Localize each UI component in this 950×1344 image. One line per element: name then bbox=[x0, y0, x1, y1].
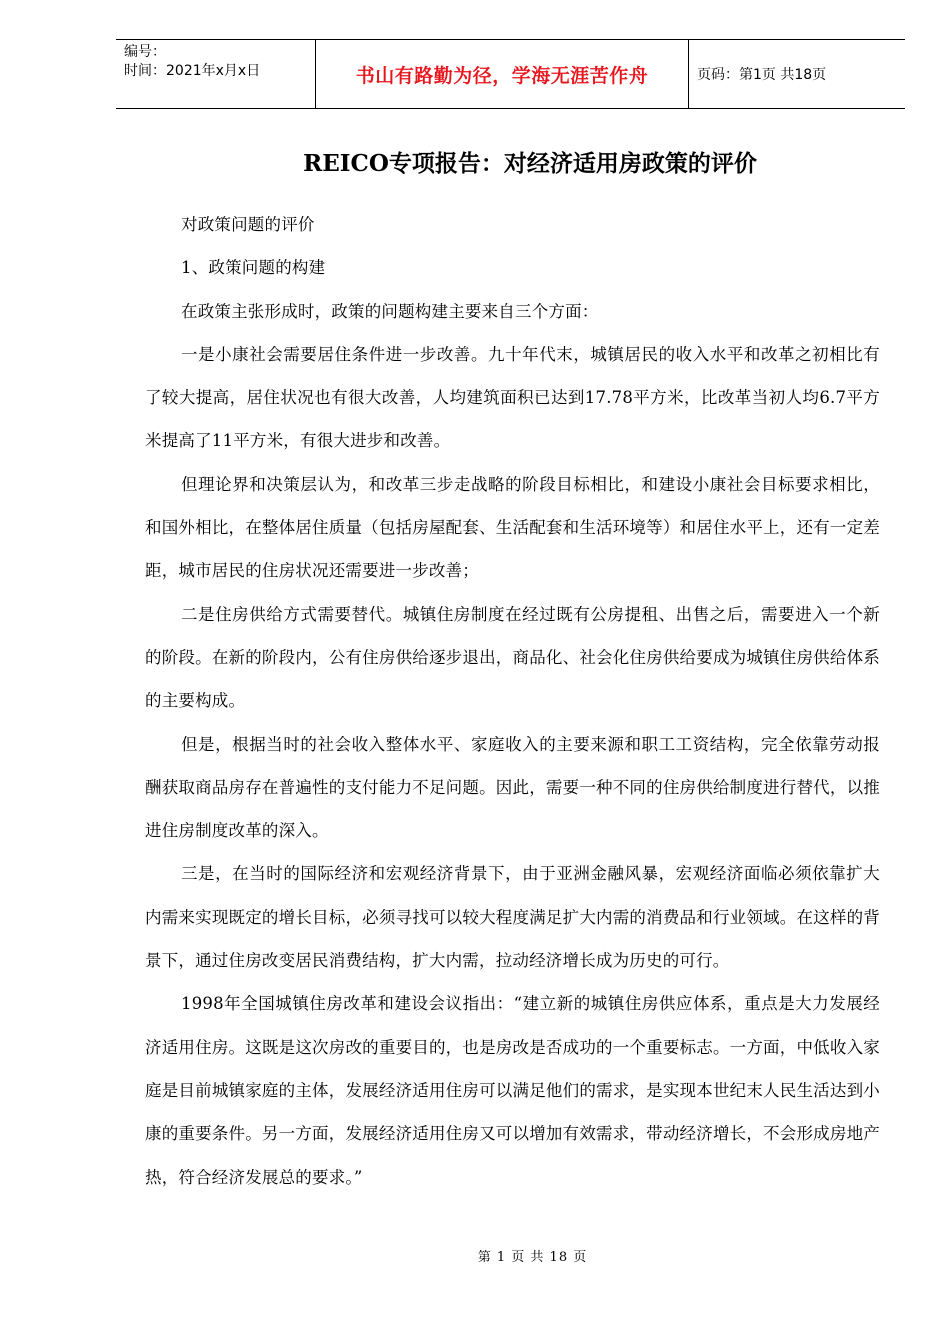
header-table bbox=[116, 39, 905, 109]
paragraph: 二是住房供给方式需要替代。城镇住房制度在经过既有公房提租、出售之后，需要进入一个新的阶段。在新的阶段内，公有住房供给逐步退出，商品化、社会化住房供给要成为城镇住房供给体系的主要构成。 bbox=[145, 604, 880, 711]
paragraph: 三是，在当时的国际经济和宏观经济背景下，由于亚洲金融风暴，宏观经济面临必须依靠扩大内需来实现既定的增长目标，必须寻找可以较大程度满足扩大内需的消费品和行业领域。在这样的背景下，通过住房改变居民消费结构，扩大内需，拉动经济增长成为历史的可行。 bbox=[145, 864, 880, 971]
document-body bbox=[145, 203, 880, 1199]
paragraph: 对政策问题的评价 bbox=[181, 215, 315, 234]
header-meta-cell bbox=[116, 40, 316, 108]
motto-text: 书山有路勤为径，学海无涯苦作舟 bbox=[355, 64, 649, 87]
paragraph: 在政策主张形成时，政策的问题构建主要来自三个方面： bbox=[181, 301, 599, 321]
paragraph: 但理论界和决策层认为，和改革三步走战略的阶段目标相比，和建设小康社会目标要求相比，和国外相比，在整体居住质量（包括房屋配套、生活配套和生活环境等）和居住水平上，还有一定差距，城市居民的住房状况还需要进一步改善； bbox=[145, 474, 880, 581]
paragraph: 1998年全国城镇住房改革和建设会议指出：“建立新的城镇住房供应体系，重点是大力发展经济适用住房。这既是这次房改的重要目的，也是房改是否成功的一个重要标志。一方面，中低收入家庭是目前城镇家庭的主体，发展经济适用住房可以满足他们的需求，是实现本世纪末人民生活达到小康的重要条件。另一方面，发展经济适用住房又可以增加有效需求，带动经济增长，不会形成房地产热，符合经济发展总的要求。” bbox=[145, 994, 880, 1187]
page-info: 页码：第1页 共18页 bbox=[697, 67, 827, 83]
document-title: REICO专项报告：对经济适用房政策的评价 bbox=[303, 150, 757, 177]
header-motto-cell bbox=[316, 40, 689, 108]
time-label: 时间：2021年x月x日 bbox=[124, 63, 261, 79]
header-page-cell bbox=[689, 40, 905, 108]
page-footer: 第 1 页 共 18 页 bbox=[477, 1250, 588, 1265]
paragraph: 1、政策问题的构建 bbox=[181, 258, 326, 278]
paragraph: 一是小康社会需要居住条件进一步改善。九十年代末，城镇居民的收入水平和改革之初相比有了较大提高，居住状况也有很大改善，人均建筑面积已达到17.78平方米，比改革当初人均6.7平方米提高了11平方米，有很大进步和改善。 bbox=[145, 344, 880, 451]
paragraph: 但是，根据当时的社会收入整体水平、家庭收入的主要来源和职工工资结构，完全依靠劳动报酬获取商品房存在普遍性的支付能力不足问题。因此，需要一种不同的住房供给制度进行替代，以推进住房制度改革的深入。 bbox=[145, 734, 880, 841]
serial-label: 编号： bbox=[124, 44, 166, 60]
